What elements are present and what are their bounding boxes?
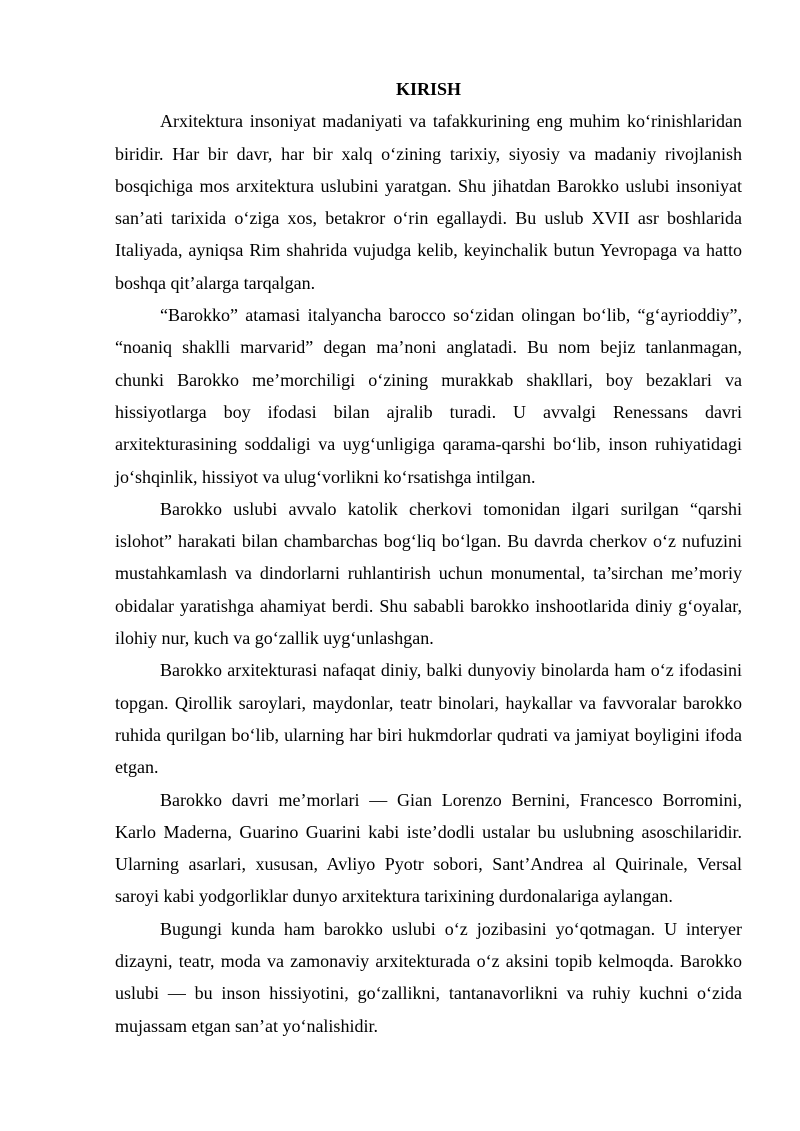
paragraph: Barokko arxitekturasi nafaqat diniy, balki dunyoviy binolarda ham oʻz ifodasini topgan. Qirollik saroylari, maydonlar, teatr binolari, haykallar va favvoralar barokko ruhida qurilgan boʻlib, ularning har biri hukmdorlar qudrati va jamiyat boyligini ifoda etgan. [115,660,742,778]
paragraph: Barokko davri me’morlari — Gian Lorenzo Bernini, Francesco Borromini, Karlo Maderna, Guarino Guarini kabi iste’dodli ustalar bu uslubning asoschilaridir. Ularning asarlari, xususan, Avliyo Pyotr sobori, Sant’Andrea al Quirinale, Versal saroyi kabi yodgorliklar dunyo arxitektura tarixining durdonalariga aylangan. [115,789,742,907]
paragraph: Arxitektura insoniyat madaniyati va tafakkurining eng muhim koʻrinishlaridan biridir. Har bir davr, har bir xalq oʻzining tarixiy, siyosiy va madaniy rivojlanish bosqichiga mos arxitektura uslubini yaratgan. Shu jihatdan Barokko uslubi insoniyat san’ati tarixida oʻziga xos, betakror oʻrin egallaydi. Bu uslub XVII asr boshlarida Italiyada, ayniqsa Rim shahrida vujudga kelib, keyinchalik butun Yevropaga va hatto boshqa qit’alarga tarqalgan. [115,111,742,293]
document-body [115,73,742,1042]
paragraph: Barokko uslubi avvalo katolik cherkovi tomonidan ilgari surilgan “qarshi islohot” harakati bilan chambarchas bogʻliq boʻlgan. Bu davrda cherkov oʻz nufuzini mustahkamlash va dindorlarni ruhlantirish uchun monumental, ta’sirchan me’moriy obidalar yaratishga ahamiyat berdi. Shu sababli barokko inshootlarida diniy gʻoyalar, ilohiy nur, kuch va goʻzallik uygʻunlashgan. [115,498,742,649]
document-title: KIRISH [395,79,462,99]
paragraph: “Barokko” atamasi italyancha barocco soʻzidan olingan boʻlib, “gʻayrioddiy”, “noaniq shaklli marvarid” degan ma’noni anglatadi. Bu nom bejiz tanlanmagan, chunki Barokko me’morchiligi oʻzining murakkab shakllari, boy bezaklari va hissiyotlarga boy ifodasi bilan ajralib turadi. U avvalgi Renessans davri arxitekturasining soddaligi va uygʻunligiga qarama-qarshi boʻlib, inson ruhiyatidagi joʻshqinlik, hissiyot va ulugʻvorlikni koʻrsatishga intilgan. [115,305,742,487]
paragraph: Bugungi kunda ham barokko uslubi oʻz jozibasini yoʻqotmagan. U interyer dizayni, teatr, moda va zamonaviy arxitekturada oʻz aksini topib kelmoqda. Barokko uslubi — bu inson hissiyotini, goʻzallikni, tantanavorlikni va ruhiy kuchni oʻzida mujassam etgan san’at yoʻnalishidir. [115,918,742,1036]
